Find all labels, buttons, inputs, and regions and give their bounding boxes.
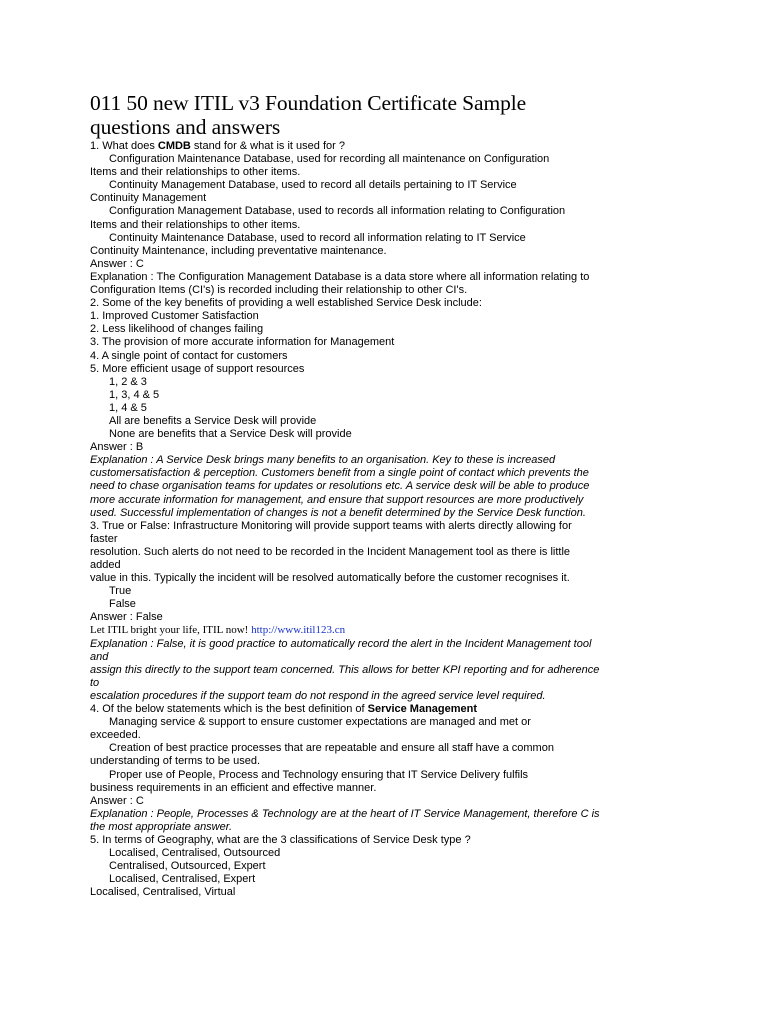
q3-option-false: False — [109, 598, 136, 611]
page-title — [90, 91, 730, 139]
question-3: 3. True or False: Infrastructure Monitoring will provide support teams with alerts directly allowing for — [90, 519, 572, 532]
q4-option-c: Proper use of People, Process and Technology ensuring that IT Service Delivery fulfils — [109, 768, 529, 781]
q4-option-a-cont: exceeded. — [90, 729, 141, 742]
q1-explanation-1: Explanation : The Configuration Management Database is a data store where all information relating to — [90, 270, 590, 283]
q5-option-d: Localised, Centralised, Virtual — [90, 886, 236, 899]
q3-text-2: faster — [90, 532, 118, 545]
question-1: 1. What does CMDB stand for & what is it used for ? — [90, 140, 345, 152]
q3-explanation-1: Explanation : False, it is good practice to automatically record the alert in the Incident Management tool — [90, 637, 592, 650]
q2-explanation-5: used. Successful implementation of changes is not a benefit determined by the Service Desk function. — [90, 506, 586, 519]
q1-explanation-2: Configuration Items (CI's) is recorded including their relationship to other CI's. — [90, 284, 468, 297]
q1-answer: Answer : C — [90, 257, 144, 270]
q1-option-b-line: Continuity Management Database, used to record all details pertaining to IT Service — [109, 179, 517, 192]
q2-item-2: 2. Less likelihood of changes failing — [90, 323, 264, 336]
promo-link[interactable]: http://www.itil123.cn — [251, 624, 346, 637]
q2-item-1: 1. Improved Customer Satisfaction — [90, 310, 259, 323]
service-management-term: Service Management — [367, 703, 478, 716]
q3-explanation-2: and — [90, 650, 109, 663]
q1-option-d-cont: Continuity Maintenance, including preventative maintenance. — [90, 244, 387, 257]
q3-text-4: added — [90, 559, 121, 571]
q2-option-c: 1, 4 & 5 — [109, 401, 147, 414]
title-line-1: 011 50 new ITIL v3 Foundation Certificate Sample — [90, 91, 527, 115]
q2-option-d: All are benefits a Service Desk will provide — [109, 414, 317, 427]
q3-text-5: value in this. Typically the incident will be resolved automatically before the customer recognises it. — [90, 572, 570, 585]
q1-option-c-line: Configuration Management Database, used to records all information relating to Configuration — [109, 205, 566, 218]
q2-item-4: 4. A single point of contact for customers — [90, 349, 288, 362]
document-page — [90, 91, 730, 899]
q2-explanation-2: customersatisfaction & perception. Customers benefit from a single point of contact which prevents the — [90, 467, 589, 480]
q2-explanation-3: need to chase organisation teams for updates or resolutions etc. A service desk will be able to produce — [90, 480, 590, 493]
q2-explanation-4: more accurate information for management, and ensure that support resources are more productively — [90, 493, 584, 506]
q1-option-c-cont: Items and their relationships to other items. — [90, 218, 301, 231]
q3-explanation-4: to — [90, 676, 100, 689]
question-2: 2. Some of the key benefits of providing a well established Service Desk include: — [90, 297, 482, 310]
question-5: 5. In terms of Geography, what are the 3 classifications of Service Desk type ? — [90, 833, 471, 846]
q3-text-3: resolution. Such alerts do not need to be recorded in the Incident Management tool as there is little — [90, 545, 571, 558]
q5-option-c: Localised, Centralised, Expert — [109, 873, 256, 886]
q3-explanation-5: escalation procedures if the support team do not respond in the agreed service level required. — [90, 689, 546, 702]
q3-option-true: True — [109, 585, 132, 598]
q5-option-b: Centralised, Outsourced, Expert — [109, 860, 266, 873]
q2-explanation-1: Explanation : A Service Desk brings many benefits to an organisation. Key to these is increased — [90, 454, 556, 467]
q2-option-e: None are benefits that a Service Desk will provide — [109, 428, 352, 441]
q3-explanation-3: assign this directly to the support team concerned. This allows for better KPI reporting and for adherence — [90, 663, 600, 676]
q4-option-b: Creation of best practice processes that are repeatable and ensure all staff have a common — [109, 742, 554, 755]
q2-option-a: 1, 2 & 3 — [109, 375, 147, 388]
q5-option-a: Localised, Centralised, Outsourced — [109, 847, 281, 860]
q1-option-a-line: Configuration Maintenance Database, used for recording all maintenance on Configuration — [109, 153, 550, 166]
q1-option-d-line: Continuity Maintenance Database, used to record all information relating to IT Service — [109, 231, 526, 244]
question-4: 4. Of the below statements which is the best definition of Service Management — [90, 703, 478, 716]
q1-option-a-cont: Items and their relationships to other items. — [90, 166, 301, 179]
q2-answer: Answer : B — [90, 441, 144, 454]
q4-option-b-cont: understanding of terms to be used. — [90, 755, 260, 768]
q4-explanation-2: the most appropriate answer. — [90, 820, 233, 833]
q4-option-c-cont: business requirements in an efficient and effective manner. — [90, 781, 377, 794]
q2-item-3: 3. The provision of more accurate information for Management — [90, 336, 395, 349]
q3-answer: Answer : False — [90, 611, 163, 624]
title-line-2: questions and answers — [90, 115, 281, 139]
q4-option-a: Managing service & support to ensure customer expectations are managed and met or — [109, 716, 531, 729]
promo-line: Let ITIL bright your life, ITIL now! http://www.itil123.cn — [90, 624, 346, 637]
q4-answer: Answer : C — [90, 794, 144, 807]
q2-option-b: 1, 3, 4 & 5 — [109, 388, 160, 401]
q1-option-b-cont: Continuity Management — [90, 192, 207, 205]
cmdb-term: CMDB — [157, 140, 191, 152]
q4-explanation-1: Explanation : People, Processes & Technology are at the heart of IT Service Management, therefore C is — [90, 807, 600, 820]
q2-item-5: 5. More efficient usage of support resources — [90, 362, 305, 375]
